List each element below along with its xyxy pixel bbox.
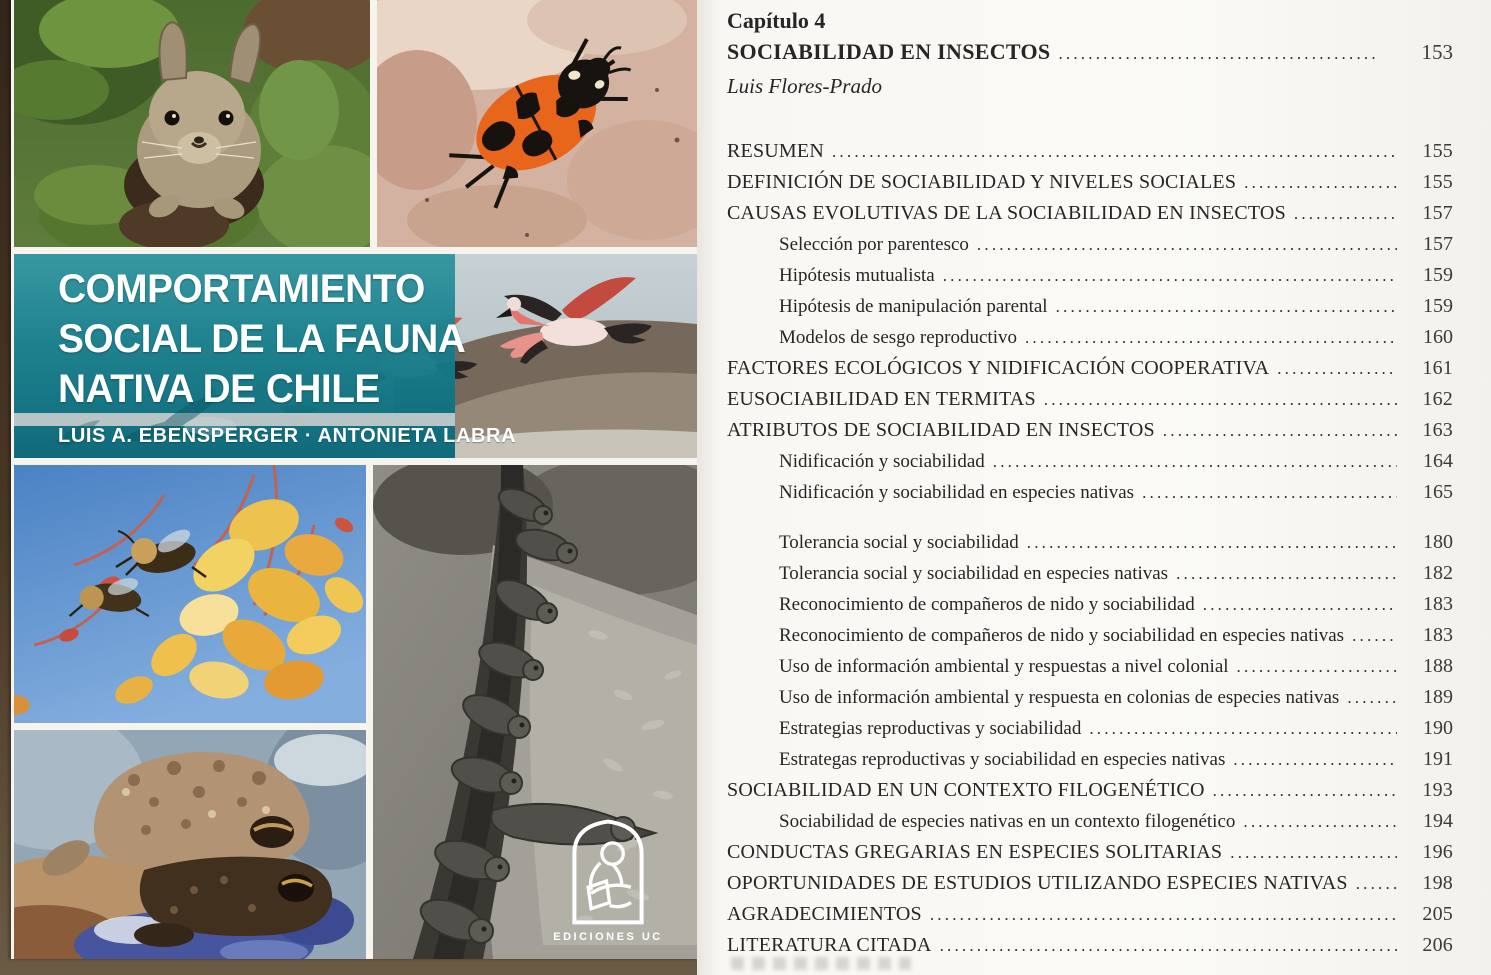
dot-leader	[1089, 713, 1397, 744]
dot-leader	[1294, 198, 1397, 229]
toc-entry-page: 206	[1422, 934, 1453, 956]
chapter-author: Luis Flores-Prado	[727, 74, 882, 98]
toc-entry	[727, 415, 1453, 446]
toc-entry-page: 188	[1423, 655, 1453, 677]
toc-entry-label: Selección por parentesco	[779, 234, 969, 255]
toc-entry-page: 205	[1422, 903, 1453, 925]
book-title-line: NATIVA DE CHILE	[58, 367, 380, 411]
toc-entry-page: 160	[1423, 326, 1453, 348]
cover-title-band	[14, 254, 697, 458]
toc-entry-label: Hipótesis mutualista	[779, 265, 935, 286]
dot-leader	[1056, 291, 1397, 322]
book-title	[58, 264, 465, 414]
dot-leader	[1203, 589, 1397, 620]
dot-leader	[1025, 322, 1397, 353]
next-page-bleed-through	[731, 957, 911, 970]
book-cover	[11, 0, 697, 959]
toc-entry	[727, 260, 1453, 291]
toc-entry-page: 155	[1422, 140, 1453, 162]
toc-entry-label: RESUMEN	[727, 140, 824, 162]
dot-leader	[1027, 527, 1397, 558]
toc-entry-page: 165	[1423, 481, 1453, 503]
toc-entry-label: CONDUCTAS GREGARIAS EN ESPECIES SOLITARIAS	[727, 841, 1223, 863]
dot-leader	[993, 446, 1397, 477]
toc-entry	[727, 744, 1453, 775]
toc-entry	[727, 477, 1453, 508]
toc-entry-page: 159	[1423, 295, 1453, 317]
toc-entry-page: 155	[1422, 171, 1453, 193]
toc-entry-label: EUSOCIABILIDAD EN TERMITAS	[727, 388, 1036, 410]
dot-leader	[940, 930, 1397, 961]
toc-entry-page: 196	[1422, 841, 1453, 863]
toc-entry	[727, 446, 1453, 477]
toc-header	[727, 6, 1453, 102]
toc-entry-page: 157	[1423, 233, 1453, 255]
dot-leader	[977, 229, 1397, 260]
toc-entry	[727, 775, 1453, 806]
toc-entry-page: 183	[1423, 593, 1453, 615]
publisher-name: EDICIONES UC	[553, 931, 663, 943]
dot-leader	[1237, 651, 1397, 682]
dot-leader	[1058, 38, 1379, 70]
toc-entry-label: Nidificación y sociabilidad en especies nativas	[779, 482, 1135, 503]
dot-leader	[1213, 775, 1397, 806]
book-authors: LUIS A. EBENSPERGER · ANTONIETA LABRA	[58, 425, 517, 447]
toc-entry-page: 161	[1422, 357, 1453, 379]
dot-leader	[1233, 744, 1397, 775]
toc-entry	[727, 837, 1453, 868]
toc-entry	[727, 868, 1453, 899]
toc-entry-page: 164	[1423, 450, 1453, 472]
dot-leader	[1163, 415, 1397, 446]
toc-entry	[727, 899, 1453, 930]
toc-entry-label: CAUSAS EVOLUTIVAS DE LA SOCIABILIDAD EN INSECTOS	[727, 202, 1286, 224]
bees-illustration	[14, 465, 366, 723]
toc-entry-page: 157	[1422, 202, 1453, 224]
frogs-illustration	[14, 730, 366, 959]
toc-entry	[727, 589, 1453, 620]
frogs-photo	[14, 730, 366, 959]
toc-entry-page: 198	[1422, 872, 1453, 894]
dot-leader	[1356, 868, 1397, 899]
toc-entry-label: Estrategas reproductivas y sociabilidad en especies nativas	[779, 749, 1226, 770]
book-title-line: SOCIAL DE LA FAUNA	[58, 317, 466, 361]
dot-leader	[1243, 806, 1397, 837]
toc-entry-label: Sociabilidad de especies nativas en un contexto filogenético	[779, 811, 1236, 832]
toc-entry-label: Modelos de sesgo reproductivo	[779, 327, 1017, 348]
toc-entry-label: SOCIABILIDAD EN UN CONTEXTO FILOGENÉTICO	[727, 779, 1205, 801]
chapter-label: Capítulo 4	[727, 8, 826, 33]
toc-entry-label: Reconocimiento de compañeros de nido y sociabilidad	[779, 594, 1195, 615]
toc-entry-label: Uso de información ambiental y respuestas a nivel colonial	[779, 656, 1229, 677]
toc-page	[697, 0, 1491, 975]
bees-photo	[14, 465, 366, 723]
dot-leader	[1176, 558, 1397, 589]
chapter-title: SOCIABILIDAD EN INSECTOS	[727, 39, 1051, 64]
toc-entry-page: 163	[1422, 419, 1453, 441]
toc-entry	[727, 291, 1453, 322]
toc-entry-page: 182	[1423, 562, 1453, 584]
toc-entry	[727, 384, 1453, 415]
dot-leader	[1352, 620, 1397, 651]
toc-entry	[727, 322, 1453, 353]
dot-leader	[1044, 384, 1397, 415]
beetle-illustration	[377, 0, 697, 247]
toc-entry	[727, 353, 1453, 384]
chapter-page-number: 153	[1421, 40, 1453, 64]
dot-leader	[930, 899, 1397, 930]
lizards-photo	[373, 465, 697, 959]
toad-eye	[278, 874, 314, 902]
toc-entry-label: LITERATURA CITADA	[727, 934, 932, 956]
toc-entry	[727, 136, 1453, 167]
toc-entry	[727, 527, 1453, 558]
dot-leader	[1142, 477, 1397, 508]
toc-entry-label: Estrategias reproductivas y sociabilidad	[779, 718, 1082, 739]
toc-entry	[727, 198, 1453, 229]
toc-entry	[727, 651, 1453, 682]
toc-entry	[727, 713, 1453, 744]
toc-entry-label: Tolerancia social y sociabilidad	[779, 532, 1019, 553]
dot-leader	[1230, 837, 1397, 868]
toc-entry	[727, 167, 1453, 198]
toc-entry	[727, 229, 1453, 260]
chapter-title-row	[727, 36, 1453, 70]
publisher-logo	[533, 817, 683, 943]
toc-list	[727, 136, 1453, 961]
toc-entry	[727, 806, 1453, 837]
toc-entry-label: ATRIBUTOS DE SOCIABILIDAD EN INSECTOS	[727, 419, 1155, 441]
dot-leader	[1347, 682, 1397, 713]
toc-entry-label: DEFINICIÓN DE SOCIABILIDAD Y NIVELES SOCIALES	[727, 171, 1237, 193]
toc-entry	[727, 682, 1453, 713]
dot-leader	[1244, 167, 1397, 198]
toc-entry-page: 159	[1423, 264, 1453, 286]
table-surface	[0, 0, 697, 975]
degu-illustration	[14, 0, 370, 247]
toc-entry-label: Tolerancia social y sociabilidad en especies nativas	[779, 563, 1169, 584]
toc-entry-label: AGRADECIMIENTOS	[727, 903, 922, 925]
dot-leader	[832, 136, 1397, 167]
toc-entry-label: Uso de información ambiental y respuesta en colonias de especies nativas	[779, 687, 1340, 708]
toc-entry-page: 194	[1423, 810, 1453, 832]
ediciones-uc-emblem-icon	[533, 817, 683, 927]
toc-entry-label: Nidificación y sociabilidad	[779, 451, 985, 472]
toc-entry-page: 189	[1423, 686, 1453, 708]
toc-entry	[727, 620, 1453, 651]
toc-entry-page: 190	[1423, 717, 1453, 739]
toc-entry-label: OPORTUNIDADES DE ESTUDIOS UTILIZANDO ESPECIES NATIVAS	[727, 872, 1348, 894]
dot-leader	[943, 260, 1397, 291]
degu-photo	[14, 0, 370, 247]
toc-entry-label: Reconocimiento de compañeros de nido y sociabilidad en especies nativas	[779, 625, 1345, 646]
toc-entry	[727, 558, 1453, 589]
toc-entry-label: FACTORES ECOLÓGICOS Y NIDIFICACIÓN COOPERATIVA	[727, 357, 1270, 379]
beetle-photo	[377, 0, 697, 247]
dot-leader	[1277, 353, 1397, 384]
toc-entry-page: 162	[1422, 388, 1453, 410]
book-title-line: COMPORTAMIENTO	[58, 267, 425, 311]
toad-eye	[250, 816, 294, 848]
toc-entry-page: 193	[1422, 779, 1453, 801]
toc-entry-page: 191	[1423, 748, 1453, 770]
toc-entry-page: 183	[1423, 624, 1453, 646]
toc-entry-page: 180	[1423, 531, 1453, 553]
toc-entry-label: Hipótesis de manipulación parental	[779, 296, 1048, 317]
